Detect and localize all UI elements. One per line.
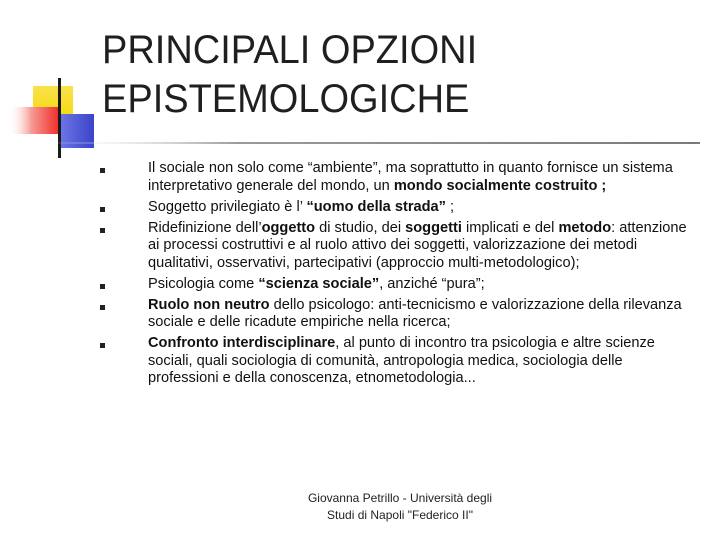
bullet-text: Il sociale non solo come “ambiente”, ma soprattutto in quanto fornisce un sistema interpretativo generale del mondo, un <box>148 160 673 194</box>
blue-square <box>60 114 94 148</box>
bullet-item-2 <box>98 199 696 217</box>
bullet-text-bold: oggetto <box>261 219 316 236</box>
yellow-square <box>33 86 73 126</box>
bullet-text: Ridefinizione dell’ <box>148 219 262 236</box>
red-square <box>8 107 60 134</box>
title-line-2: EPISTEMOLOGICHE <box>102 76 470 122</box>
bullet-text: , anziché “pura”; <box>379 275 485 292</box>
title-line-1: PRINCIPALI OPZIONI <box>102 28 478 73</box>
vertical-line <box>58 78 61 158</box>
footer-credit <box>270 490 530 524</box>
bullet-text-bold: metodo <box>558 219 612 236</box>
bullet-list <box>98 160 696 391</box>
bullet-text: : attenzione ai processi costruttivi e al ruolo attivo dei soggetti, valorizzazione dei metodi qualitativi, osservativi, partecipativi (approccio multi-metodologico); <box>148 219 687 271</box>
bullet-item-4 <box>98 276 696 294</box>
bullet-square-icon <box>100 343 105 348</box>
bullet-item-1 <box>98 160 696 195</box>
footer-line-1: Giovanna Petrillo - Università degli <box>307 491 493 505</box>
bullet-square-icon <box>100 305 105 310</box>
slide-title <box>102 26 702 124</box>
bullet-text: implicati e del <box>461 219 559 236</box>
bullet-text-bold: Ruolo non neutro <box>148 296 270 313</box>
footer-line-2: Studi di Napoli "Federico II" <box>327 508 473 522</box>
bullet-text: Soggetto privilegiato è l’ <box>148 198 307 215</box>
bullet-item-5 <box>98 297 696 332</box>
bullet-square-icon <box>100 168 105 173</box>
bullet-square-icon <box>100 207 105 212</box>
bullet-text-bold: Confronto interdisciplinare <box>148 335 336 351</box>
bullet-item-6 <box>98 335 696 388</box>
bullet-text: dello psicologo: anti-tecnicismo e valorizzazione della rilevanza sociale e delle ricadute empiriche nella ricerca; <box>148 296 682 330</box>
bullet-text: , al punto di incontro tra psicologia e altre scienze sociali, quali sociologia di comunità, antropologia medica, sociologia delle professioni e della conoscenza, etnometodologia... <box>148 335 655 386</box>
bullet-text-bold: mondo socialmente costruito ; <box>393 177 607 194</box>
bullet-text: ; <box>445 198 455 215</box>
bullet-square-icon <box>100 228 105 233</box>
bullet-text-bold: soggetti <box>405 219 462 236</box>
horizontal-line <box>40 142 700 144</box>
bullet-text-bold: “scienza sociale” <box>258 275 380 292</box>
bullet-square-icon <box>100 284 105 289</box>
bullet-text: di studio, dei <box>315 219 406 236</box>
bullet-text-bold: “uomo della strada” <box>306 198 446 215</box>
bullet-item-3 <box>98 220 696 273</box>
bullet-text: Psicologia come <box>148 275 259 292</box>
